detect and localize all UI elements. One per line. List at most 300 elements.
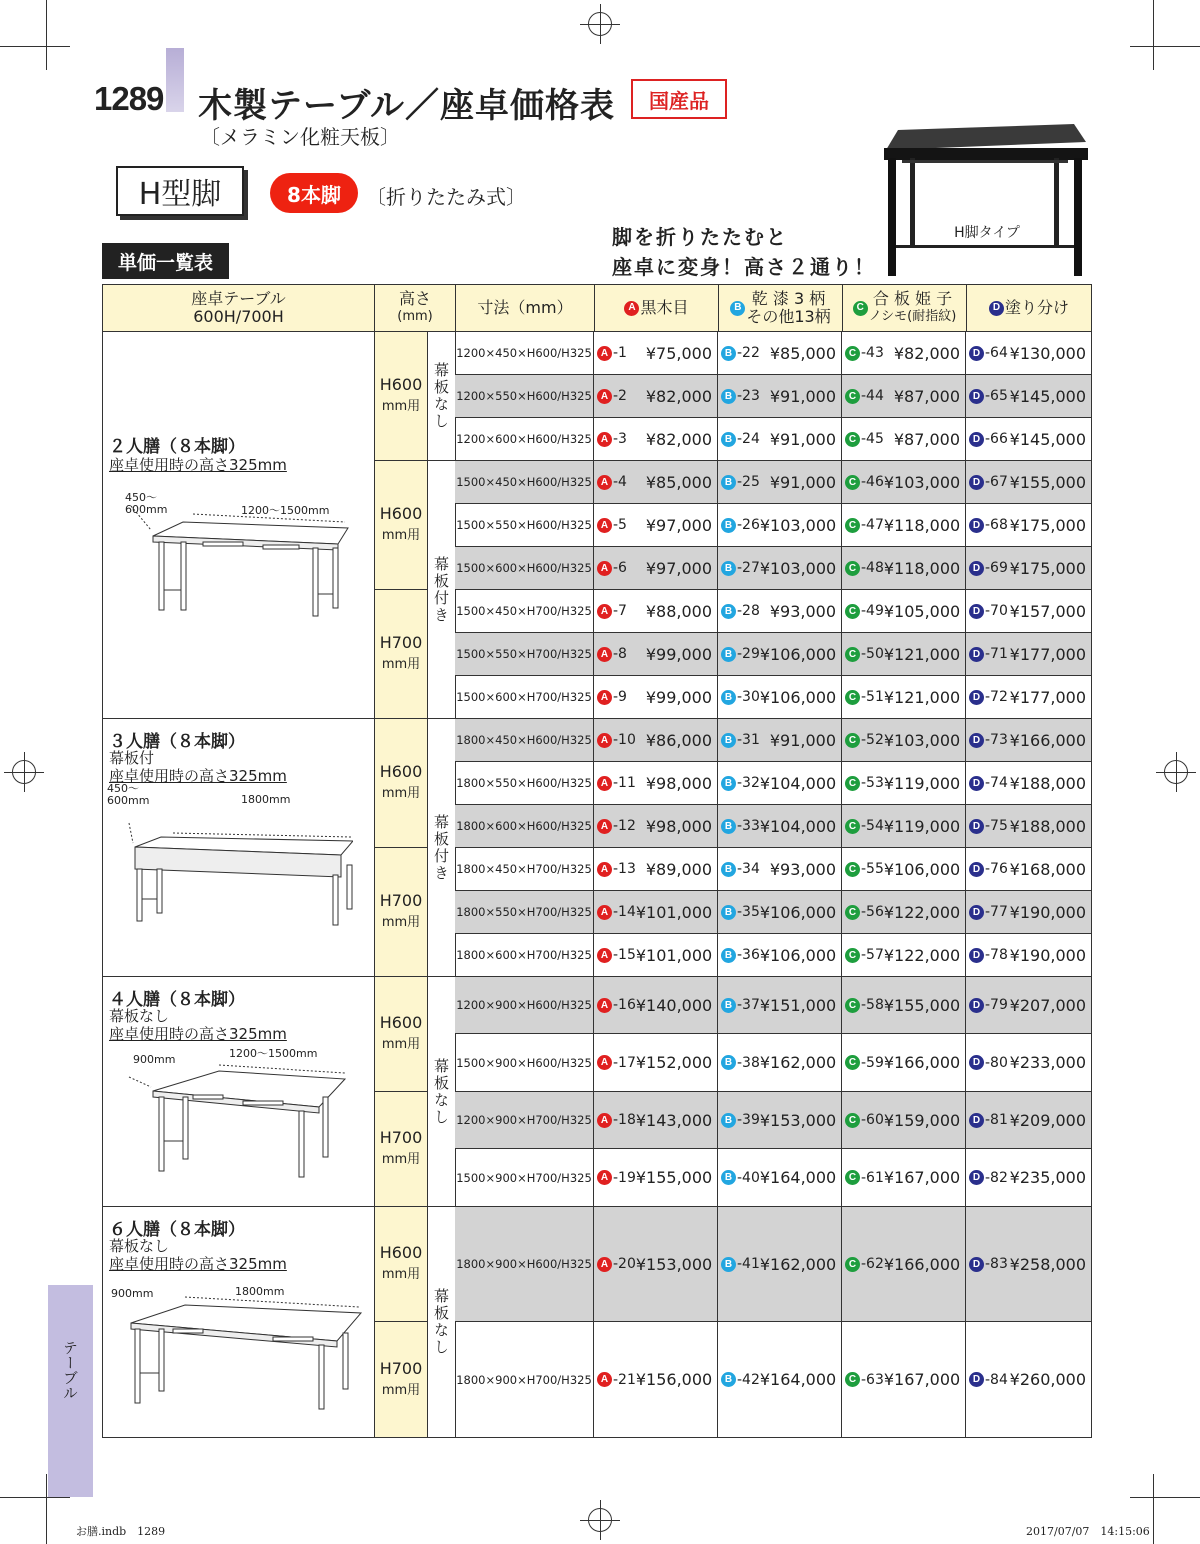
finish-b-icon: B (721, 389, 736, 404)
code-number: -19 (613, 1169, 636, 1186)
dimension-label: 1800mm (235, 1285, 285, 1298)
price-amount: ¥101,000 (635, 902, 713, 922)
height-cell (375, 1322, 428, 1438)
price-amount: ¥91,000 (769, 386, 836, 406)
code-number: -25 (737, 474, 760, 490)
code-number: -73 (985, 732, 1008, 748)
price-cell-a (594, 676, 718, 718)
product-code (969, 997, 1008, 1013)
product-code (721, 1112, 760, 1128)
price-cell-d (966, 633, 1092, 675)
product-code (721, 603, 760, 619)
group-note: 座卓使用時の高さ325mm (109, 767, 287, 785)
price-cell-a (594, 1149, 718, 1206)
price-cell-a (594, 805, 718, 847)
group-4-person (103, 977, 375, 1207)
dimension-cell: 1800×600×H700/H325 (455, 934, 594, 976)
code-number: -72 (985, 689, 1008, 705)
price-amount: ¥233,000 (1009, 1053, 1086, 1072)
price-cell-a (594, 461, 718, 503)
price-amount: ¥106,000 (883, 859, 961, 879)
finish-c-icon: C (845, 604, 860, 619)
product-code (721, 732, 760, 748)
code-number: -29 (737, 646, 760, 662)
price-cell-c (842, 762, 966, 804)
finish-a-icon: A (597, 561, 612, 576)
dimension-label: 900mm (133, 1053, 176, 1066)
finish-d-icon: D (969, 475, 984, 490)
price-cell-c (842, 1322, 966, 1437)
product-code (969, 517, 1008, 533)
finish-a-icon: A (597, 862, 612, 877)
price-amount: ¥167,000 (883, 1168, 961, 1187)
finish-a-icon: A (597, 819, 612, 834)
price-amount: ¥104,000 (759, 816, 837, 836)
finish-b-icon: B (721, 862, 736, 877)
page-number: 1289 (94, 80, 164, 117)
finish-a-icon: A (597, 604, 612, 619)
code-number: -16 (613, 997, 636, 1013)
code-number: -62 (861, 1256, 884, 1272)
finish-b-icon: B (721, 561, 736, 576)
finish-b-icon: B (721, 733, 736, 748)
product-code (845, 775, 884, 791)
price-cell-b (718, 461, 842, 503)
price-amount: ¥91,000 (769, 472, 836, 492)
price-cell-a (594, 504, 718, 546)
height-value: H600 (379, 1013, 423, 1032)
finish-c-icon: C (845, 690, 860, 705)
code-number: -80 (985, 1054, 1008, 1071)
product-code (969, 732, 1008, 748)
header-col-b-line1: 乾 漆 3 柄 (751, 289, 826, 308)
code-number: -13 (613, 861, 636, 877)
dimension-cell: 1200×450×H600/H325 (455, 332, 594, 374)
table-row (455, 332, 1092, 375)
height-cell (375, 848, 428, 977)
product-code (597, 1372, 636, 1388)
price-cell-b (718, 762, 842, 804)
crop-mark (1153, 1474, 1154, 1544)
dimension-cell: 1200×900×H600/H325 (455, 977, 594, 1033)
code-number: -22 (737, 345, 760, 361)
product-code (845, 431, 884, 447)
finish-b-icon: B (721, 432, 736, 447)
header-col-c (843, 285, 967, 332)
price-cell-d (966, 1092, 1092, 1148)
product-code (597, 1055, 636, 1071)
price-amount: ¥167,000 (883, 1370, 961, 1389)
finish-c-icon: C (845, 776, 860, 791)
price-cell-a (594, 590, 718, 632)
group-3-person (103, 719, 375, 977)
price-amount: ¥87,000 (893, 386, 960, 406)
code-number: -5 (613, 517, 627, 533)
height-cell (375, 461, 428, 590)
product-code (845, 646, 884, 662)
product-code (721, 1170, 760, 1186)
code-number: -24 (737, 431, 760, 447)
price-cell-d (966, 934, 1092, 976)
price-cell-c (842, 547, 966, 589)
price-amount: ¥164,000 (759, 1168, 837, 1187)
price-cell-d (966, 719, 1092, 761)
table-row (455, 504, 1092, 547)
price-amount: ¥260,000 (1009, 1370, 1086, 1389)
dimension-cell: 1200×600×H600/H325 (455, 418, 594, 460)
code-number: -10 (613, 732, 636, 748)
finish-a-icon: A (597, 1170, 612, 1185)
product-code (597, 1112, 636, 1128)
finish-b-icon: B (721, 1372, 736, 1387)
price-amount: ¥97,000 (645, 558, 712, 578)
registration-mark (1156, 752, 1196, 792)
col-c-marker-icon: C (853, 301, 868, 316)
registration-mark (4, 752, 44, 792)
code-number: -78 (985, 947, 1008, 963)
finish-d-icon: D (969, 776, 984, 791)
height-cell (375, 977, 428, 1092)
footer-date: 2017/07/07 14:15:06 (1026, 1525, 1150, 1538)
finish-b-icon: B (721, 518, 736, 533)
price-amount: ¥122,000 (883, 902, 961, 922)
legs-badge: 8本脚 (270, 173, 358, 213)
table-row (455, 461, 1092, 504)
code-number: -58 (861, 997, 884, 1013)
product-code (597, 997, 636, 1013)
height-cell (375, 1207, 428, 1322)
price-amount: ¥91,000 (769, 429, 836, 449)
price-cell-d (966, 547, 1092, 589)
promo-text (612, 222, 876, 282)
code-number: -48 (861, 560, 884, 576)
price-cell-b (718, 1322, 842, 1437)
table-sketch (123, 1289, 363, 1429)
header-col-c-text (869, 290, 957, 326)
price-amount: ¥85,000 (769, 343, 836, 363)
product-code (845, 689, 884, 705)
finish-b-icon: B (721, 346, 736, 361)
price-cell-a (594, 762, 718, 804)
finish-b-icon: B (721, 1257, 736, 1272)
dimension-label: 1800mm (241, 793, 291, 806)
price-amount: ¥190,000 (1009, 902, 1086, 922)
price-amount: ¥175,000 (1009, 558, 1086, 578)
finish-a-icon: A (597, 647, 612, 662)
product-code (845, 1170, 884, 1186)
code-number: -36 (737, 947, 760, 963)
height-unit: mm用 (381, 1267, 421, 1282)
finish-c-icon: C (845, 862, 860, 877)
finish-d-icon: D (969, 518, 984, 533)
table-row (455, 719, 1092, 762)
price-cell-b (718, 332, 842, 374)
finish-b-icon: B (721, 819, 736, 834)
price-cell-a (594, 1092, 718, 1148)
product-code (845, 818, 884, 834)
code-number: -63 (861, 1371, 884, 1388)
group-note: 幕板なし (109, 1237, 170, 1255)
finish-a-icon: A (597, 346, 612, 361)
price-cell-c (842, 977, 966, 1033)
product-code (969, 388, 1008, 404)
code-number: -2 (613, 388, 627, 404)
dimension-cell: 1800×450×H700/H325 (455, 848, 594, 890)
header-product-label: 座卓テーブル (191, 289, 286, 308)
page-title: 木製テーブル／座卓価格表 (198, 86, 615, 126)
panel-label: 幕板なし (432, 1288, 450, 1356)
height-cell (375, 1092, 428, 1207)
price-cell-b (718, 848, 842, 890)
table-row (455, 375, 1092, 418)
finish-c-icon: C (845, 1055, 860, 1070)
product-code (845, 1112, 884, 1128)
group-note: 座卓使用時の高さ325mm (109, 456, 287, 474)
folding-label: 〔折りたたみ式〕 (366, 185, 526, 209)
product-code (845, 517, 884, 533)
product-code (721, 388, 760, 404)
price-cell-b (718, 418, 842, 460)
code-number: -18 (613, 1112, 636, 1128)
price-cell-d (966, 762, 1092, 804)
price-amount: ¥101,000 (635, 945, 713, 965)
finish-b-icon: B (721, 475, 736, 490)
panel-cell (428, 461, 456, 719)
price-amount: ¥166,000 (883, 1053, 961, 1072)
code-number: -27 (737, 560, 760, 576)
product-code (969, 689, 1008, 705)
group-name: ６人膳（８本脚） (109, 1220, 245, 1240)
dimension-label: 450～ 600mm (125, 491, 168, 516)
finish-d-icon: D (969, 1113, 984, 1128)
crop-mark (1153, 0, 1154, 70)
price-amount: ¥155,000 (883, 995, 961, 1015)
price-cell-c (842, 418, 966, 460)
product-code (721, 517, 760, 533)
code-number: -33 (737, 818, 760, 834)
dimension-label: 1200～1500mm (241, 504, 330, 517)
product-code (721, 1372, 760, 1388)
product-code (721, 1256, 760, 1272)
product-code (845, 560, 884, 576)
code-number: -76 (985, 861, 1008, 877)
height-value: H600 (379, 1243, 423, 1262)
price-amount: ¥177,000 (1009, 687, 1086, 707)
finish-d-icon: D (969, 647, 984, 662)
crop-mark (1130, 46, 1200, 47)
dimension-label: 1200～1500mm (229, 1047, 318, 1060)
finish-d-icon: D (969, 1257, 984, 1272)
code-number: -42 (737, 1371, 760, 1388)
price-cell-c (842, 332, 966, 374)
price-cell-b (718, 1034, 842, 1091)
price-amount: ¥119,000 (883, 816, 961, 836)
product-code (845, 603, 884, 619)
price-cell-d (966, 375, 1092, 417)
code-number: -15 (613, 947, 636, 963)
price-cell-a (594, 375, 718, 417)
price-cell-c (842, 590, 966, 632)
table-row (455, 1034, 1092, 1092)
finish-d-icon: D (969, 998, 984, 1013)
finish-c-icon: C (845, 389, 860, 404)
product-code (597, 947, 636, 963)
product-code (597, 732, 636, 748)
code-number: -77 (985, 904, 1008, 920)
finish-c-icon: C (845, 1113, 860, 1128)
finish-c-icon: C (845, 432, 860, 447)
product-code (597, 1170, 636, 1186)
price-amount: ¥168,000 (1009, 859, 1086, 879)
dimension-cell: 1500×450×H600/H325 (455, 461, 594, 503)
product-code (597, 603, 627, 619)
dimension-cell: 1500×550×H700/H325 (455, 633, 594, 675)
product-code (597, 474, 627, 490)
price-cell-a (594, 934, 718, 976)
code-number: -34 (737, 861, 760, 877)
price-amount: ¥103,000 (759, 558, 837, 578)
price-cell-c (842, 504, 966, 546)
price-amount: ¥188,000 (1009, 816, 1086, 836)
price-cell-c (842, 461, 966, 503)
code-number: -83 (985, 1256, 1008, 1272)
dimension-cell: 1800×450×H600/H325 (455, 719, 594, 761)
price-amount: ¥130,000 (1009, 343, 1086, 363)
code-number: -7 (613, 603, 627, 619)
product-code (969, 1112, 1008, 1128)
header-col-a (595, 285, 719, 332)
code-number: -30 (737, 689, 760, 705)
price-amount: ¥99,000 (645, 644, 712, 664)
code-number: -21 (613, 1371, 636, 1388)
price-amount: ¥157,000 (1009, 601, 1086, 621)
product-code (969, 646, 1008, 662)
code-number: -4 (613, 474, 627, 490)
finish-d-icon: D (969, 561, 984, 576)
price-amount: ¥103,000 (759, 515, 837, 535)
product-code (845, 1372, 884, 1388)
price-cell-d (966, 504, 1092, 546)
price-amount: ¥190,000 (1009, 945, 1086, 965)
price-cell-d (966, 1207, 1092, 1321)
price-cell-c (842, 375, 966, 417)
price-cell-c (842, 1207, 966, 1321)
height-unit: mm用 (381, 786, 421, 801)
code-number: -20 (613, 1256, 636, 1272)
price-amount: ¥99,000 (645, 687, 712, 707)
height-cell (375, 332, 428, 461)
price-cell-b (718, 1149, 842, 1206)
price-cell-a (594, 891, 718, 933)
product-code (721, 646, 760, 662)
finish-b-icon: B (721, 647, 736, 662)
height-unit: mm用 (381, 528, 421, 543)
finish-d-icon: D (969, 948, 984, 963)
dimension-cell: 1800×900×H600/H325 (455, 1207, 594, 1321)
group-note: 座卓使用時の高さ325mm (109, 1255, 287, 1273)
footer-file: お膳.indb 1289 (76, 1525, 166, 1538)
price-cell-a (594, 977, 718, 1033)
price-amount: ¥145,000 (1009, 429, 1086, 449)
product-code (721, 474, 760, 490)
price-amount: ¥93,000 (769, 601, 836, 621)
dimension-cell: 1500×600×H600/H325 (455, 547, 594, 589)
product-code (721, 689, 760, 705)
table-row (455, 590, 1092, 633)
crop-mark (46, 1474, 47, 1544)
dimension-cell: 1500×550×H600/H325 (455, 504, 594, 546)
code-number: -45 (861, 431, 884, 447)
leg-type-box: H型脚 (116, 166, 244, 216)
price-amount: ¥162,000 (759, 1254, 837, 1274)
price-amount: ¥105,000 (883, 601, 961, 621)
price-cell-c (842, 1149, 966, 1206)
product-code (721, 775, 760, 791)
product-code (845, 1055, 884, 1071)
finish-d-icon: D (969, 733, 984, 748)
finish-c-icon: C (845, 905, 860, 920)
height-value: H600 (379, 375, 423, 394)
panel-cell (428, 719, 456, 977)
header-dims: 寸法（mm） (456, 285, 595, 332)
product-code (597, 646, 627, 662)
finish-d-icon: D (969, 1372, 984, 1387)
code-number: -81 (985, 1112, 1008, 1128)
price-amount: ¥177,000 (1009, 644, 1086, 664)
code-number: -84 (985, 1371, 1008, 1388)
product-code (597, 560, 627, 576)
code-number: -40 (737, 1169, 760, 1186)
price-amount: ¥106,000 (759, 687, 837, 707)
price-table (102, 284, 1092, 1438)
group-note: 座卓使用時の高さ325mm (109, 1025, 287, 1043)
promo-line: 脚を折りたたむと (612, 225, 788, 249)
dimension-cell: 1800×900×H700/H325 (455, 1322, 594, 1437)
product-code (969, 1055, 1008, 1071)
price-amount: ¥152,000 (635, 1053, 713, 1072)
code-number: -54 (861, 818, 884, 834)
price-amount: ¥118,000 (883, 515, 961, 535)
product-code (845, 904, 884, 920)
price-cell-c (842, 676, 966, 718)
product-code (845, 947, 884, 963)
price-amount: ¥75,000 (645, 343, 712, 363)
code-number: -14 (613, 904, 636, 920)
product-code (721, 1055, 760, 1071)
product-code (597, 904, 636, 920)
code-number: -60 (861, 1112, 884, 1128)
product-code (845, 388, 884, 404)
code-number: -12 (613, 818, 636, 834)
table-row (455, 418, 1092, 461)
price-cell-a (594, 1034, 718, 1091)
code-number: -61 (861, 1169, 884, 1186)
product-code (721, 818, 760, 834)
code-number: -50 (861, 646, 884, 662)
height-value: H700 (379, 1128, 423, 1147)
height-value: H700 (379, 633, 423, 652)
price-cell-d (966, 891, 1092, 933)
dimension-label: 450～ 600mm (107, 782, 150, 807)
dimension-cell: 1500×600×H700/H325 (455, 676, 594, 718)
height-value: H600 (379, 762, 423, 781)
table-row (455, 1092, 1092, 1149)
finish-d-icon: D (969, 346, 984, 361)
price-cell-b (718, 547, 842, 589)
table-row (455, 762, 1092, 805)
price-amount: ¥103,000 (883, 472, 961, 492)
panel-label: 幕板なし (432, 1057, 450, 1126)
